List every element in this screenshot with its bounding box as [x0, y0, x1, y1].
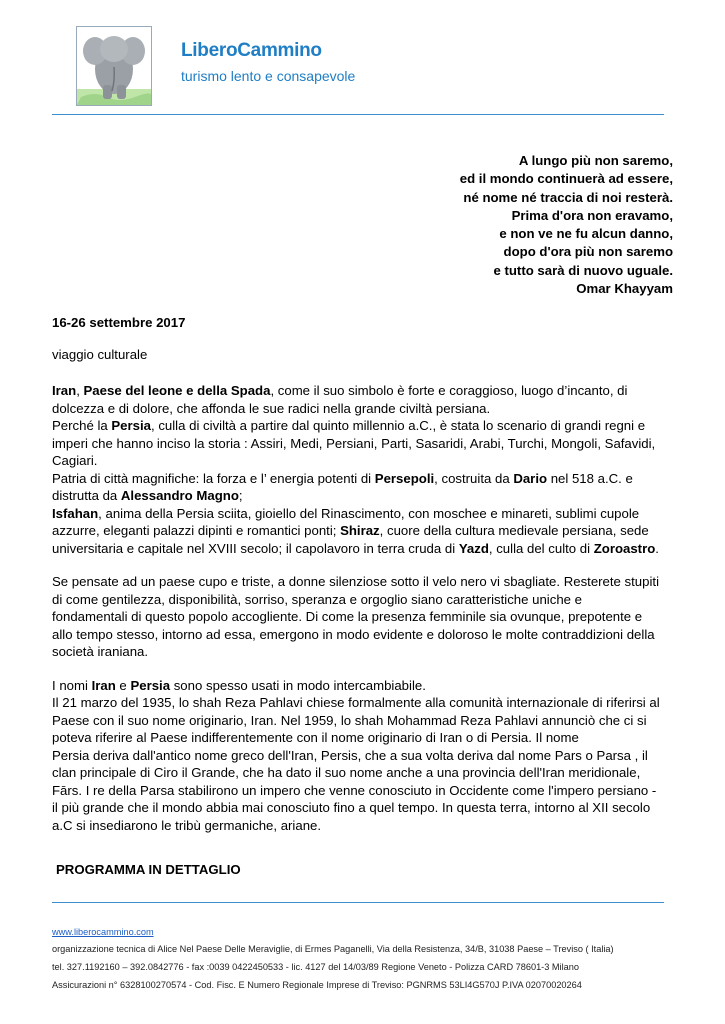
text-run: Fārs. I re della Parsa stabilirono un impero che venne conosciuto in Occidente come l'impero persiano -: [52, 782, 657, 798]
text-line: [52, 626, 677, 644]
footer-organization: organizzazione tecnica di Alice Nel Paese Delle Meraviglie, di Ermes Paganelli, Via della Resistenza, 34/B, 31038 Paese – Treviso ( Italia): [52, 944, 614, 954]
website-link[interactable]: www.liberocammino.com: [52, 927, 154, 937]
text-run: , culla di civiltà a partire dal quinto millennio a.C., è stata lo scenario di grandi regni e: [151, 418, 646, 433]
footer-divider: [52, 902, 664, 903]
paragraph-intro: [52, 382, 677, 557]
trip-type: viaggio culturale: [52, 347, 148, 362]
logo: [76, 26, 152, 106]
bold-text: Zoroastro: [593, 540, 656, 556]
poem-line: né nome né traccia di noi resterà.: [463, 189, 673, 205]
bold-text: Dario: [513, 470, 548, 486]
bold-text: Persepoli: [374, 470, 435, 486]
bold-text: Shiraz: [340, 523, 380, 538]
text-line: [52, 522, 677, 540]
text-run: di come gentilezza, disponibilità, sorriso, speranza e orgoglio siano caratteristiche uniche e: [52, 591, 582, 607]
trip-dates: 16-26 settembre 2017: [52, 315, 186, 330]
poem-line: A lungo più non saremo,: [518, 153, 673, 168]
text-run: poteva riferire al Paese indifferentemente con il nome originario di Iran o di Persia. Il nome: [52, 730, 579, 745]
poem-line: ed il mondo continuerà ad essere,: [459, 171, 673, 187]
paragraph-people: [52, 573, 677, 661]
text-run: distrutta da: [52, 488, 121, 503]
text-run: azzurre, eleganti palazzi dipinti e romantici ponti;: [52, 523, 341, 538]
text-run: il più grande che il mondo abbia mai conosciuto fino a quel tempo. In questa terra, intorno al XII secolo: [52, 800, 651, 815]
brand-title: LiberoCammino: [181, 40, 322, 61]
text-run: , anima della Persia sciita, gioiello del Rinascimento, con moschee e minareti, sublimi cupole: [98, 505, 640, 521]
text-run: Se pensate ad un paese cupo e triste, a donne silenziose sotto il velo nero vi sbagliate. Resterete stupiti: [52, 574, 659, 589]
brand-subtitle: turismo lento e consapevole: [181, 68, 356, 84]
text-run: , costruita da: [434, 470, 514, 486]
text-line: [52, 487, 677, 505]
text-run: dolcezza e di dolore, che affonda le sue radici nella grande civiltà persiana.: [52, 400, 491, 416]
text-line: [52, 677, 677, 695]
text-line: [52, 540, 677, 558]
poem-line: dopo d'ora più non saremo: [503, 244, 673, 260]
text-run: I nomi: [52, 677, 92, 693]
text-line: [52, 643, 677, 661]
text-run: a.C si insediarono le tribù germaniche, ariane.: [52, 817, 322, 833]
text-line: [52, 694, 677, 712]
text-run: ;: [238, 488, 243, 503]
text-run: e: [115, 677, 131, 693]
text-run: universitaria e capitale nel XVIII secolo; il capolavoro in terra cruda di: [52, 540, 459, 556]
section-heading: PROGRAMMA IN DETTAGLIO: [56, 862, 241, 877]
bold-text: Persia: [111, 418, 151, 433]
text-run: Persia deriva dall'antico nome greco dell'Iran, Persis, che a sua volta deriva dal nome Pars o Parsa , il: [52, 747, 648, 763]
text-run: Patria di città magnifiche: la forza e l’ energia potenti di: [52, 470, 375, 486]
text-line: [52, 417, 677, 435]
bold-text: Iran: [91, 677, 116, 693]
text-line: [52, 505, 677, 523]
epigraph-poem: [460, 152, 673, 298]
poem-author: Omar Khayyam: [576, 281, 673, 297]
poem-line: e non ve ne fu alcun danno,: [499, 226, 673, 242]
text-line: [52, 435, 677, 453]
text-run: sono spesso usati in modo intercambiabile.: [170, 677, 426, 693]
text-run: , come il suo simbolo è forte e coraggioso, luogo d’incanto, di: [270, 383, 628, 398]
bold-text: Paese del leone e della Spada: [83, 383, 271, 398]
text-line: [52, 591, 677, 609]
text-line: [52, 729, 677, 747]
footer-fiscal: Assicurazioni n° 6328100270574 - Cod. Fisc. E Numero Regionale Imprese di Treviso: PGNRMS 53LI4G570J P.IVA 02070020264: [52, 980, 582, 990]
text-run: allo tempo stesso, intorno ad essa, emergono in modo evidente e doloroso le molte contraddizioni della: [52, 626, 655, 642]
bold-text: Alessandro Magno: [120, 488, 239, 503]
document-body: [52, 382, 677, 850]
paragraph-names: [52, 677, 677, 835]
text-line: [52, 608, 677, 626]
text-line: [52, 452, 677, 470]
text-run: Paese con il suo nome originario, Iran. Nel 1959, lo shah Mohammad Reza Pahlavi annunciò che ci si: [52, 712, 647, 728]
text-line: [52, 382, 677, 400]
text-run: imperi che hanno inciso la storia : Assiri, Medi, Persiani, Parti, Sasaridi, Arabi, Turchi, Mongoli, Safavidi,: [52, 435, 656, 451]
text-run: Perché la: [52, 418, 112, 433]
text-line: [52, 747, 677, 765]
text-line: [52, 764, 677, 782]
text-run: società iraniana.: [52, 644, 149, 659]
header-divider: [52, 114, 664, 115]
text-run: , cuore della cultura medievale persiana, sede: [379, 523, 649, 538]
text-run: nel 518 a.C. e: [547, 470, 633, 486]
text-run: Il 21 marzo del 1935, lo shah Reza Pahlavi chiese formalmente alla comunità internazionale di riferirsi al: [52, 695, 660, 710]
footer-contacts: tel. 327.1192160 – 392.0842776 - fax :0039 0422450533 - lic. 4127 del 14/03/89 Regione Veneto - Polizza CARD 78601-3 Milano: [52, 962, 579, 972]
text-line: [52, 782, 677, 800]
text-run: ,: [76, 383, 84, 398]
bold-text: Iran: [52, 383, 77, 398]
text-line: [52, 799, 677, 817]
text-line: [52, 470, 677, 488]
text-run: , culla del culto di: [488, 540, 594, 556]
poem-line: e tutto sarà di nuovo uguale.: [493, 262, 673, 278]
text-line: [52, 817, 677, 835]
bold-text: Isfahan: [52, 505, 99, 521]
text-run: .: [655, 540, 659, 556]
text-line: [52, 400, 677, 418]
text-run: clan principale di Ciro il Grande, che ha dato il suo nome anche a una provincia dell'Iran meridionale,: [52, 765, 641, 780]
elephant-icon: [77, 27, 151, 105]
text-line: [52, 712, 677, 730]
text-run: Cagiari.: [52, 453, 98, 468]
bold-text: Yazd: [458, 540, 489, 556]
poem-line: Prima d'ora non eravamo,: [511, 207, 673, 223]
text-line: [52, 573, 677, 591]
bold-text: Persia: [130, 677, 171, 693]
text-run: fondamentali di questo popolo accogliente. Di come la presenza femminile sia ovunque, prepotente e: [52, 609, 643, 624]
